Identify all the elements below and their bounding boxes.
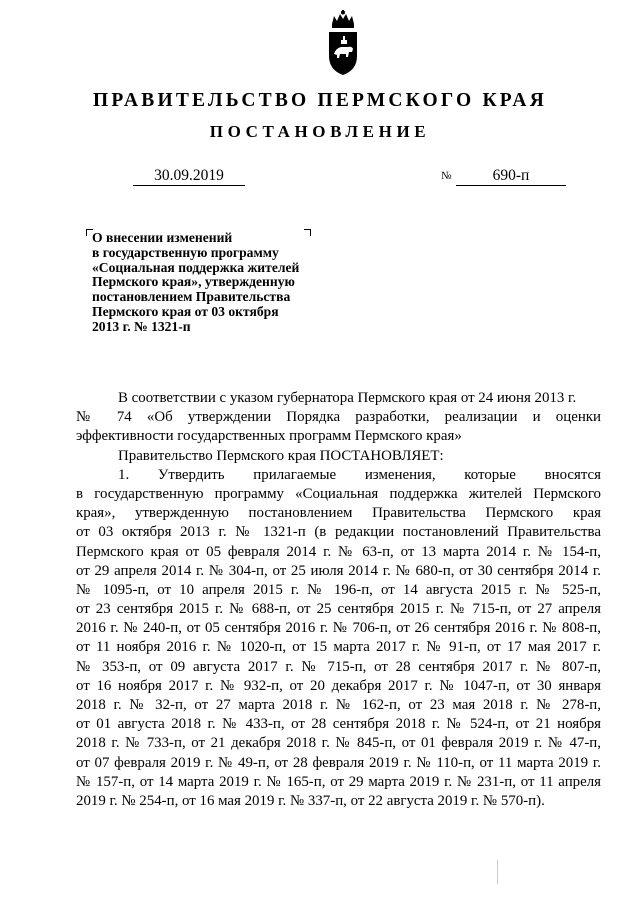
subject-line: О внесении изменений bbox=[92, 230, 233, 245]
document-subject bbox=[92, 231, 352, 335]
body-line: от 01 августа 2018 г. № 433-п, от 28 сентября 2018 г. № 524-п, от 21 ноября bbox=[76, 716, 601, 733]
coat-of-arms-icon bbox=[326, 10, 360, 76]
document-body bbox=[76, 389, 601, 811]
subject-line: Пермского края», утвержденную bbox=[92, 274, 295, 290]
document-type: ПОСТАНОВЛЕНИЕ bbox=[209, 122, 431, 141]
document-number: 690-п bbox=[456, 166, 566, 186]
body-line: 2019 г. № 254-п, от 16 мая 2019 г. № 337-п, от 22 августа 2019 г. № 570-п). bbox=[76, 792, 545, 809]
subject-line: постановлением Правительства bbox=[92, 289, 291, 305]
body-line: от 03 октября 2013 г. № 1321-п (в редакции постановлений Правительства bbox=[76, 524, 601, 541]
body-line: Пермского края от 05 февраля 2014 г. № 63-п, от 13 марта 2014 г. № 154-п, bbox=[76, 543, 601, 560]
number-sign: № bbox=[441, 170, 452, 182]
body-line: от 16 ноября 2017 г. № 932-п, от 20 декабря 2017 г. № 1047-п, от 30 января bbox=[76, 677, 601, 694]
body-line: 2018 г. № 733-п, от 21 декабря 2018 г. № 845-п, от 01 февраля 2019 г. № 47-п, bbox=[76, 735, 601, 752]
scan-artifact bbox=[497, 860, 498, 884]
body-line: Правительство Пермского края ПОСТАНОВЛЯЕТ: bbox=[118, 447, 444, 464]
body-line: № 1095-п, от 10 апреля 2015 г. № 196-п, от 14 августа 2015 г. № 525-п, bbox=[76, 581, 601, 598]
body-line: от 23 сентября 2015 г. № 688-п, от 25 сентября 2015 г. № 715-п, от 27 апреля bbox=[76, 601, 601, 618]
government-name: ПРАВИТЕЛЬСТВО ПЕРМСКОГО КРАЯ bbox=[93, 90, 547, 111]
body-line: № 353-п, от 09 августа 2017 г. № 715-п, от 28 сентября 2017 г. № 807-п, bbox=[76, 658, 601, 675]
subject-line: «Социальная поддержка жителей bbox=[92, 259, 300, 275]
body-line: № 74 «Об утверждении Порядка разработки, реализации и оценки bbox=[76, 409, 601, 426]
body-line: в государственную программу «Социальная поддержка жителей Пермского bbox=[76, 485, 601, 502]
body-line: 1. Утвердить прилагаемые изменения, которые вносятся bbox=[118, 466, 601, 483]
body-line: В соответствии с указом губернатора Пермского края от 24 июня 2013 г. bbox=[118, 390, 577, 406]
subject-line: 2013 г. № 1321-п bbox=[92, 318, 191, 334]
subject-line: в государственную программу bbox=[92, 244, 279, 260]
body-line: эффективности государственных программ Пермского края» bbox=[76, 428, 462, 445]
body-line: края», утвержденную постановлением Правительства Пермского края bbox=[76, 505, 601, 522]
body-line: № 157-п, от 14 марта 2019 г. № 165-п, от 29 марта 2019 г. № 231-п, от 11 апреля bbox=[76, 773, 601, 790]
body-line: 2018 г. № 32-п, от 27 марта 2018 г. № 162-п, от 23 мая 2018 г. № 278-п, bbox=[76, 697, 601, 713]
document-date: 30.09.2019 bbox=[133, 166, 245, 186]
body-line: от 07 февраля 2019 г. № 49-п, от 28 февраля 2019 г. № 110-п, от 11 марта 2019 г. bbox=[76, 754, 601, 771]
subject-line: Пермского края от 03 октября bbox=[92, 303, 279, 319]
body-line: 2016 г. № 240-п, от 05 сентября 2016 г. № 706-п, от 26 сентября 2016 г. № 808-п, bbox=[76, 620, 601, 637]
body-line: от 11 ноября 2016 г. № 1020-п, от 15 марта 2017 г. № 91-п, от 17 мая 2017 г. bbox=[76, 639, 601, 656]
body-line: от 29 апреля 2014 г. № 304-п, от 25 июля 2014 г. № 680-п, от 30 сентября 2014 г. bbox=[76, 562, 601, 579]
